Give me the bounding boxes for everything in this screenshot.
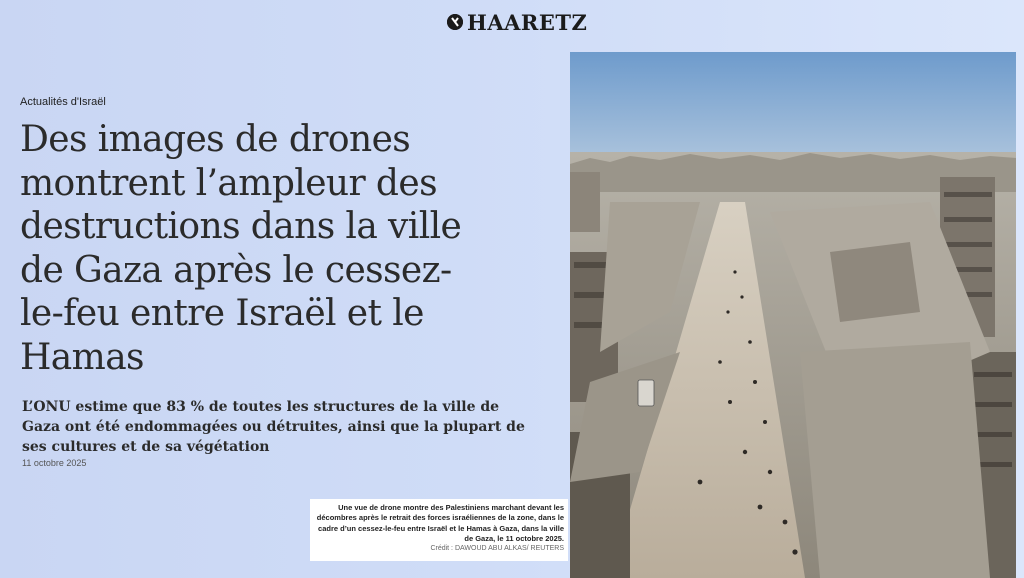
haaretz-logo[interactable] <box>447 10 587 34</box>
article-category-link[interactable]: Actualités d'Israël <box>20 96 106 108</box>
article-subheadline: L’ONU estime que 83 % de toutes les structures de la ville de Gaza ont été endommagées ou détruites, ainsi que la plupart de ses cultures et de sa végétation <box>22 399 525 455</box>
article-date: 11 octobre 2025 <box>22 458 87 468</box>
haaretz-logo-icon <box>447 14 463 30</box>
article-main-photo[interactable] <box>570 52 1016 578</box>
photo-credit: Crédit : DAWOUD ABU ALKAS/ REUTERS <box>430 545 564 553</box>
photo-caption-text: Une vue de drone montre des Palestiniens marchant devant les décombres après le retrait des forces israéliennes de la zone, dans le cadre d’un cessez-le-feu entre Israël et le Hamas à Gaza, dans la ville de Gaza, le 11 octobre 2025. <box>316 503 564 543</box>
drone-photo-destroyed-city <box>570 52 1016 578</box>
haaretz-logo-text: HAARETZ <box>467 9 588 35</box>
photo-caption <box>310 499 568 561</box>
article-headline: Des images de drones montrent l’ampleur des destructions dans la ville de Gaza après le cessez-le-feu entre Israël et le Hamas <box>20 119 462 378</box>
